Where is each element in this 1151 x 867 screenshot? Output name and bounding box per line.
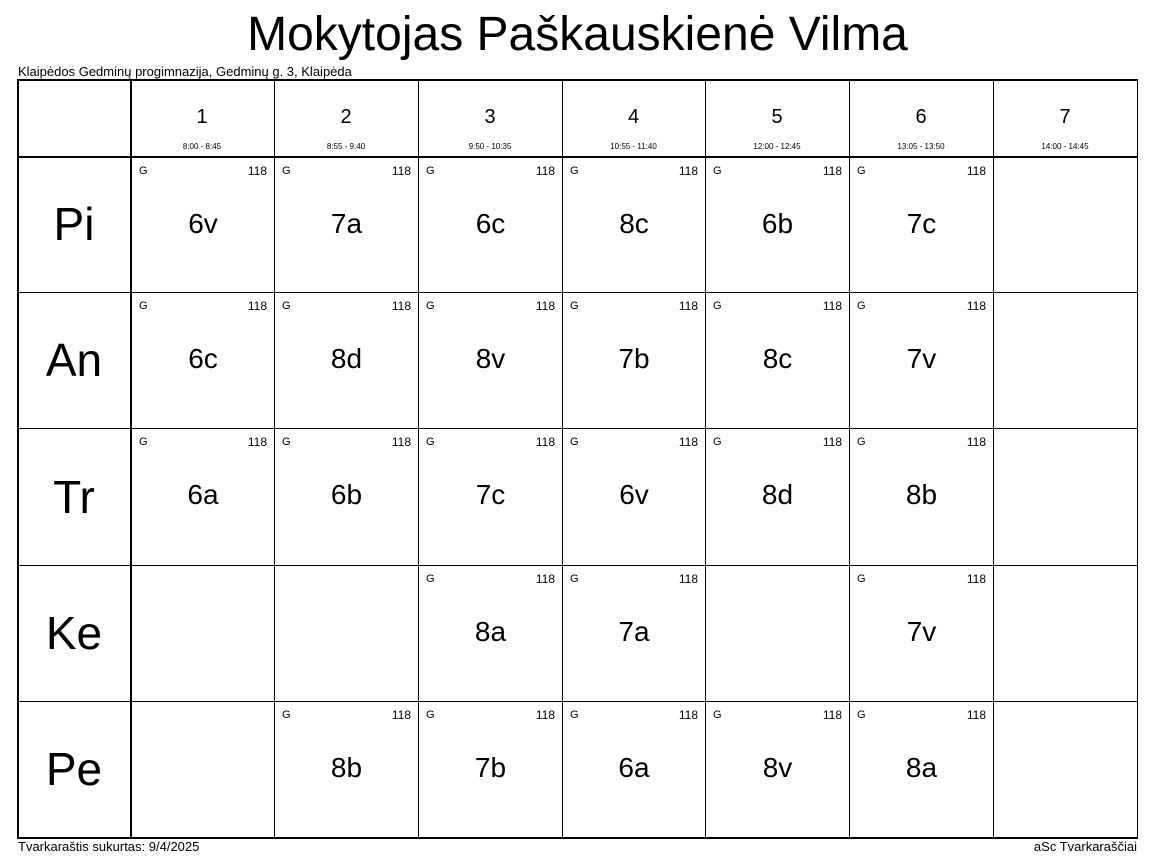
building-code: G [282,709,291,721]
room-number: 118 [391,299,411,313]
building-code: G [426,300,435,312]
class-name: 6b [330,479,363,510]
period-number: 2 [340,106,352,128]
lesson-cell[interactable] [850,293,993,428]
room-number: 118 [822,299,842,313]
lesson-cell[interactable] [419,702,562,837]
building-code: G [570,436,579,448]
period-time: 8:55 - 9:40 [326,142,366,151]
building-code: G [570,165,579,177]
page-title: Mokytojas Paškauskienė Vilma [247,8,908,61]
brand-label: aSc Tvarkaraščiai [1033,839,1137,854]
room-number: 118 [966,435,986,449]
building-code: G [570,573,579,585]
room-number: 118 [535,299,555,313]
lesson-cell[interactable] [706,429,849,565]
lesson-cell[interactable] [563,566,705,701]
class-name: 6a [187,479,219,510]
lesson-cell[interactable] [419,566,562,701]
class-name: 6c [188,343,218,374]
room-number: 118 [822,164,842,178]
lesson-cell[interactable] [706,293,849,428]
room-number: 118 [535,164,555,178]
room-number: 118 [678,435,698,449]
day-label-tr: Tr [53,470,95,523]
room-number: 118 [966,572,986,586]
period-time: 12:00 - 12:45 [753,142,801,151]
lesson-cell[interactable] [275,702,418,837]
building-code: G [857,573,866,585]
building-code: G [570,300,579,312]
timetable-grid [17,79,1138,839]
building-code: G [857,300,866,312]
room-number: 118 [822,435,842,449]
lesson-cell[interactable] [850,429,993,565]
class-name: 8a [905,752,938,783]
lesson-cell[interactable] [132,158,274,293]
period-number: 7 [1059,106,1071,128]
class-name: 7c [475,479,506,510]
building-code: G [570,709,579,721]
room-number: 118 [247,435,267,449]
room-number: 118 [535,572,555,586]
lesson-cell[interactable] [275,293,418,428]
period-time: 14:00 - 14:45 [1041,142,1089,151]
period-time: 8:00 - 8:45 [182,142,222,151]
period-time: 9:50 - 10:35 [468,142,512,151]
room-number: 118 [966,708,986,722]
building-code: G [713,436,722,448]
lesson-cell[interactable] [275,158,418,293]
building-code: G [139,300,148,312]
building-code: G [713,165,722,177]
class-name: 6v [619,479,649,510]
lesson-cell[interactable] [850,566,993,701]
building-code: G [282,300,291,312]
room-number: 118 [535,435,555,449]
lesson-cell[interactable] [419,293,562,428]
class-name: 7a [618,616,650,647]
room-number: 118 [247,164,267,178]
class-name: 7c [906,208,937,239]
building-code: G [426,573,435,585]
room-number: 118 [391,708,411,722]
building-code: G [713,709,722,721]
room-number: 118 [391,164,411,178]
day-label-pe: Pe [45,743,103,795]
lesson-cell[interactable] [275,429,418,565]
class-name: 6c [475,208,506,239]
day-label-ke: Ke [45,607,103,659]
room-number: 118 [678,164,698,178]
lesson-cell[interactable] [706,702,849,837]
building-code: G [426,709,435,721]
room-number: 118 [966,299,986,313]
room-number: 118 [678,572,698,586]
building-code: G [713,300,722,312]
building-code: G [139,165,148,177]
period-number: 1 [196,106,208,128]
building-code: G [857,165,866,177]
class-name: 6v [188,208,218,239]
building-code: G [282,436,291,448]
class-name: 8d [330,343,363,374]
class-name: 7a [330,208,363,239]
period-number: 5 [771,106,783,128]
class-name: 6b [761,208,794,239]
lesson-cell[interactable] [563,702,705,837]
class-name: 8b [905,479,938,510]
class-name: 7v [906,616,937,647]
day-label-pi: Pi [53,198,95,250]
building-code: G [857,709,866,721]
period-number: 3 [484,106,496,128]
class-name: 7b [618,343,650,374]
building-code: G [426,436,435,448]
room-number: 118 [966,164,986,178]
class-name: 8v [475,343,506,374]
room-number: 118 [391,435,411,449]
period-time: 13:05 - 13:50 [897,142,945,151]
class-name: 8c [762,343,793,374]
building-code: G [857,436,866,448]
lesson-cell[interactable] [132,429,274,565]
room-number: 118 [247,299,267,313]
lesson-cell[interactable] [419,429,562,565]
lesson-cell[interactable] [132,293,274,428]
class-name: 8a [474,616,507,647]
building-code: G [426,165,435,177]
lesson-cell[interactable] [563,429,705,565]
lesson-cell[interactable] [850,702,993,837]
class-name: 7b [474,752,507,783]
lesson-cell[interactable] [563,293,705,428]
class-name: 6a [618,752,650,783]
class-name: 8b [330,752,363,783]
room-number: 118 [535,708,555,722]
created-date: Tvarkaraštis sukurtas: 9/4/2025 [18,839,200,854]
period-number: 4 [627,106,640,128]
class-name: 7v [906,343,937,374]
class-name: 8d [761,479,794,510]
lesson-cell[interactable] [850,158,993,293]
period-number: 6 [915,106,927,128]
room-number: 118 [678,299,698,313]
class-name: 8v [762,752,793,783]
day-label-an: An [45,334,103,386]
lesson-cell[interactable] [563,158,705,293]
building-code: G [282,165,291,177]
room-number: 118 [822,708,842,722]
lesson-cell[interactable] [706,158,849,293]
grid-vline [993,81,994,837]
class-name: 8c [619,208,649,239]
period-time: 10:55 - 11:40 [610,142,657,151]
school-address: Klaipėdos Gedminų progimnazija, Gedminų g. 3, Klaipėda [18,64,352,79]
building-code: G [139,436,148,448]
lesson-cell[interactable] [419,158,562,293]
room-number: 118 [678,708,698,722]
